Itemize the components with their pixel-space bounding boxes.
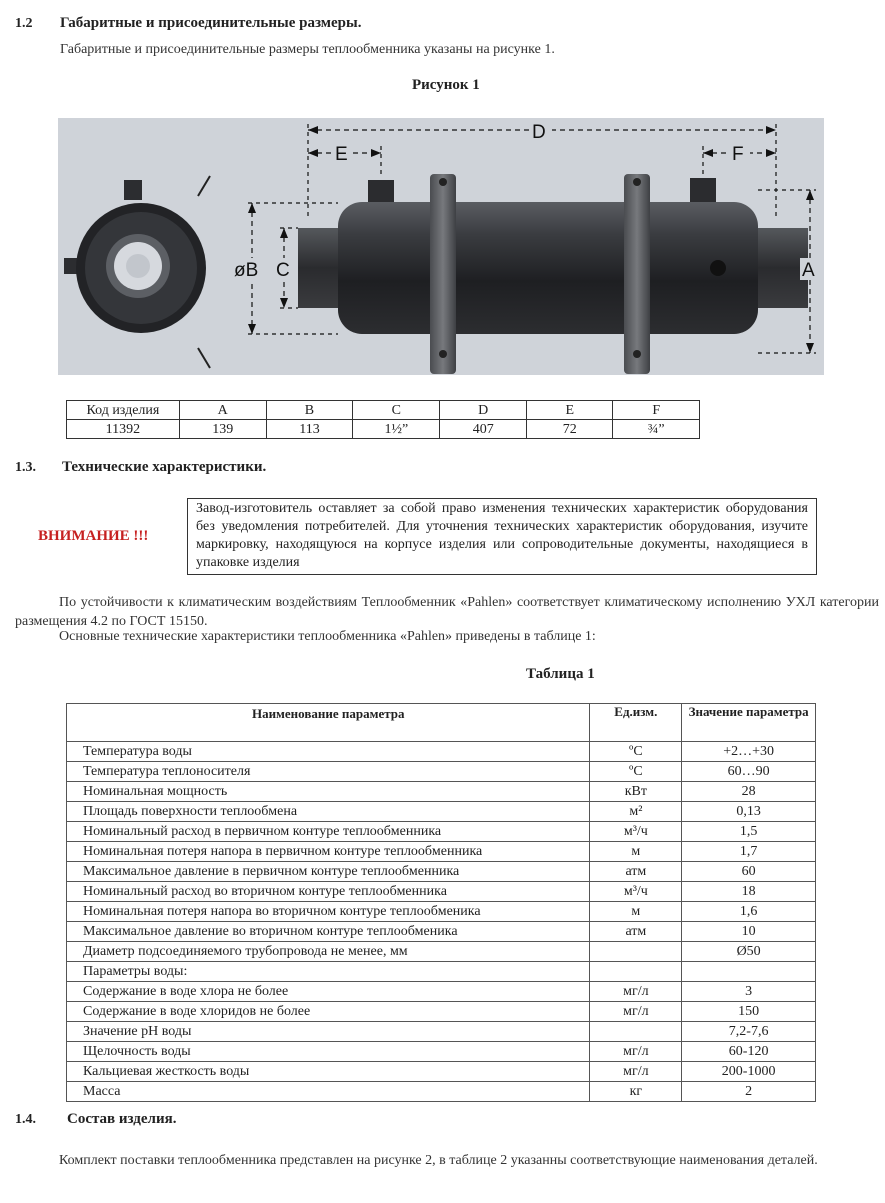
value-cell: 7,2-7,6	[682, 1022, 816, 1042]
unit-cell: мг/л	[590, 982, 682, 1002]
unit-cell: атм	[590, 922, 682, 942]
table-row	[67, 762, 816, 782]
dim-label-f: F	[732, 144, 744, 165]
param-cell: Параметры воды:	[67, 962, 590, 982]
dims-value-cell: 11392	[67, 420, 180, 439]
table-row	[67, 822, 816, 842]
table-row	[67, 782, 816, 802]
param-cell: Максимальное давление в первичном контуре теплообменника	[67, 862, 590, 882]
unit-cell: м²	[590, 802, 682, 822]
value-cell: 60-120	[682, 1042, 816, 1062]
param-cell: Номинальная потеря напора в первичном контуре теплообменника	[67, 842, 590, 862]
dims-value-cell: 72	[527, 420, 613, 439]
section-1-4-text: Комплект поставки теплообменника представлен на рисунке 2, в таблице 2 указанны соответствующие наименования деталей.	[59, 1153, 818, 1168]
value-cell: 150	[682, 1002, 816, 1022]
unit-cell: кг	[590, 1082, 682, 1102]
unit-cell: м	[590, 842, 682, 862]
param-cell: Максимальное давление во вторичном контуре теплообменика	[67, 922, 590, 942]
figure-1-drawing	[58, 118, 824, 375]
unit-cell: кВт	[590, 782, 682, 802]
param-cell: Номинальный расход в первичном контуре теплообменника	[67, 822, 590, 842]
dim-label-a: A	[802, 260, 815, 281]
unit-cell: м³/ч	[590, 822, 682, 842]
dims-value-cell: 407	[440, 420, 527, 439]
table-row	[67, 420, 700, 439]
unit-cell: ºС	[590, 742, 682, 762]
table-row	[67, 1042, 816, 1062]
table-intro-paragraph: Основные технические характеристики теплообменника «Pahlen» приведены в таблице 1:	[59, 629, 596, 644]
warning-box: Завод-изготовитель оставляет за собой право изменения технических характеристик оборудования без уведомления потребителей. Для уточнения технических характеристик оборудования, изучите маркировку, находящуюся на корпусе изделия или сопроводительные документы, находящиеся в упаковке изделия	[187, 498, 817, 575]
dims-header-cell: E	[527, 401, 613, 420]
shell	[338, 202, 758, 334]
dim-label-c: C	[276, 260, 290, 281]
value-cell: 1,5	[682, 822, 816, 842]
unit-cell: мг/л	[590, 1042, 682, 1062]
param-cell: Номинальная потеря напора во вторичном контуре теплообменика	[67, 902, 590, 922]
section-1-2-text: Габаритные и присоединительные размеры теплообменника указаны на рисунке 1.	[60, 42, 555, 57]
warning-label: ВНИМАНИЕ !!!	[38, 528, 149, 544]
figure-1-caption: Рисунок 1	[412, 77, 480, 93]
value-cell: 10	[682, 922, 816, 942]
table-row	[67, 902, 816, 922]
param-cell: Температура теплоносителя	[67, 762, 590, 782]
param-cell: Содержание в воде хлоридов не более	[67, 1002, 590, 1022]
value-cell: 2	[682, 1082, 816, 1102]
dims-header-cell: C	[353, 401, 440, 420]
section-1-4-title: Состав изделия.	[67, 1111, 177, 1127]
value-cell: Ø50	[682, 942, 816, 962]
table-1-caption: Таблица 1	[526, 666, 595, 682]
section-1-2-title: Габаритные и присоединительные размеры.	[60, 15, 362, 31]
dims-value-cell: ¾”	[613, 420, 700, 439]
dim-label-d: D	[532, 122, 546, 143]
dims-value-cell: 139	[179, 420, 266, 439]
param-cell: Диаметр подсоединяемого трубопровода не менее, мм	[67, 942, 590, 962]
value-cell: 1,6	[682, 902, 816, 922]
spec-table	[66, 703, 816, 1102]
value-cell: 1,7	[682, 842, 816, 862]
table-row	[67, 1062, 816, 1082]
unit-cell: мг/л	[590, 1002, 682, 1022]
table-row	[67, 942, 816, 962]
table-row	[67, 401, 700, 420]
table-row	[67, 922, 816, 942]
unit-cell	[590, 942, 682, 962]
unit-cell: мг/л	[590, 1062, 682, 1082]
header-value: Значение параметра	[682, 704, 816, 742]
section-1-3-number: 1.3.	[15, 460, 36, 475]
value-cell: 3	[682, 982, 816, 1002]
table-row	[67, 1022, 816, 1042]
dims-header-cell: Код изделия	[67, 401, 180, 420]
section-1-3-title: Технические характеристики.	[62, 459, 267, 475]
header-parameter: Наименование параметра	[67, 704, 590, 742]
dims-value-cell: 1½”	[353, 420, 440, 439]
table-row	[67, 862, 816, 882]
value-cell: 60…90	[682, 762, 816, 782]
value-cell	[682, 962, 816, 982]
climate-paragraph: По устойчивости к климатическим воздействиям Теплообменник «Pahlen» соответствует климатическому исполнению УХЛ категории размещения 4.2 по ГОСТ 15150.	[15, 595, 879, 629]
value-cell: 28	[682, 782, 816, 802]
dims-header-cell: F	[613, 401, 700, 420]
param-cell: Номинальный расход во вторичном контуре теплообменника	[67, 882, 590, 902]
clamp-right	[624, 174, 650, 374]
param-cell: Содержание в воде хлора не более	[67, 982, 590, 1002]
table-row	[67, 742, 816, 762]
dim-label-e: E	[335, 144, 348, 165]
table-row	[67, 1002, 816, 1022]
table-row	[67, 842, 816, 862]
table-row	[67, 1082, 816, 1102]
value-cell: 0,13	[682, 802, 816, 822]
value-cell: +2…+30	[682, 742, 816, 762]
param-cell: Площадь поверхности теплообмена	[67, 802, 590, 822]
table-row	[67, 962, 816, 982]
unit-cell	[590, 962, 682, 982]
table-row	[67, 802, 816, 822]
value-cell: 60	[682, 862, 816, 882]
value-cell: 200-1000	[682, 1062, 816, 1082]
dims-value-cell: 113	[266, 420, 353, 439]
end-view	[64, 176, 210, 368]
param-cell: Температура воды	[67, 742, 590, 762]
table-header-row	[67, 704, 816, 742]
param-cell: Кальциевая жесткость воды	[67, 1062, 590, 1082]
table-row	[67, 882, 816, 902]
dims-header-cell: B	[266, 401, 353, 420]
unit-cell: м	[590, 902, 682, 922]
dimensions-table	[66, 400, 700, 439]
unit-cell: атм	[590, 862, 682, 882]
section-1-4-number: 1.4.	[15, 1112, 36, 1127]
header-unit: Ед.изм.	[590, 704, 682, 742]
param-cell: Значение pH воды	[67, 1022, 590, 1042]
unit-cell: м³/ч	[590, 882, 682, 902]
clamp-left	[430, 174, 456, 374]
param-cell: Номинальная мощность	[67, 782, 590, 802]
dims-header-cell: D	[440, 401, 527, 420]
dims-header-cell: A	[179, 401, 266, 420]
param-cell: Масса	[67, 1082, 590, 1102]
dim-label-b: øB	[234, 260, 259, 281]
value-cell: 18	[682, 882, 816, 902]
heat-exchanger-drawing	[58, 118, 824, 375]
table-row	[67, 982, 816, 1002]
section-1-2-number: 1.2	[15, 16, 33, 31]
unit-cell: ºС	[590, 762, 682, 782]
unit-cell	[590, 1022, 682, 1042]
param-cell: Щелочность воды	[67, 1042, 590, 1062]
